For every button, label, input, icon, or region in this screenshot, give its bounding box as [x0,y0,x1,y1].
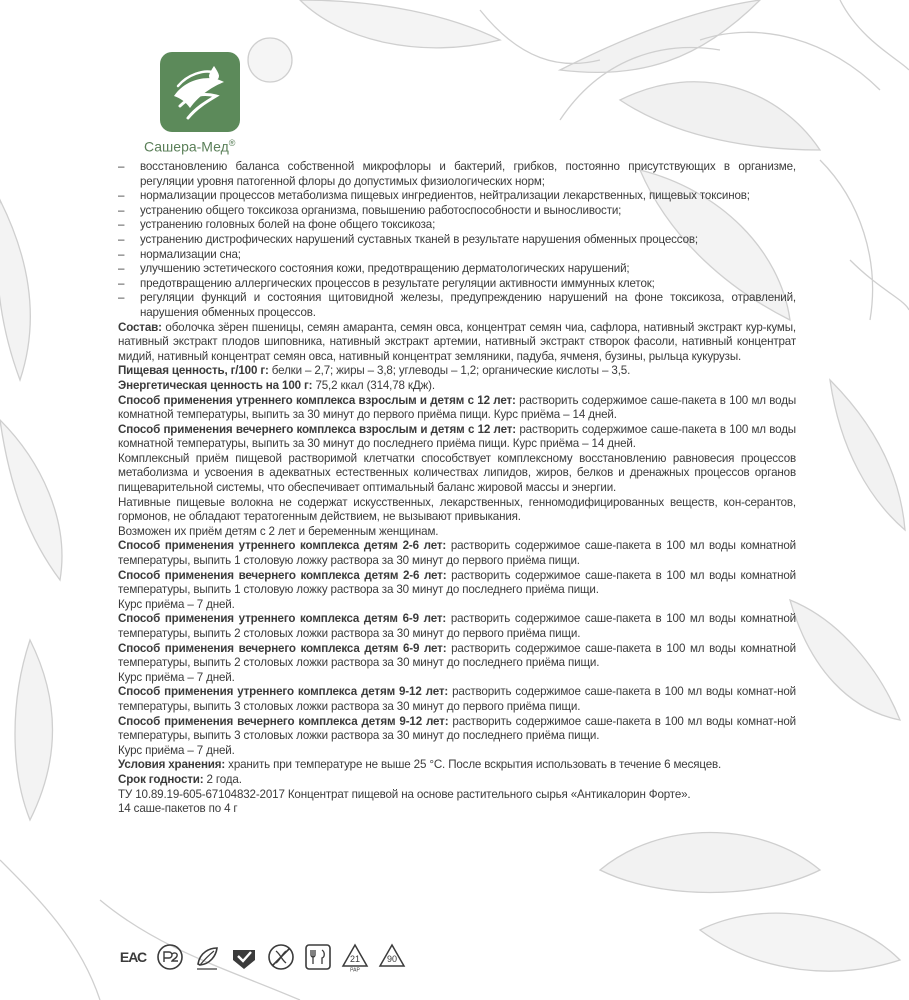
composition: Состав: оболочка зёрен пшеницы, семян амаранта, семян овса, концентрат семян чиа, сафлора, нативный экстракт кур-кумы, нативный экстракт плодов шиповника, нативный экстракт артемии, нативный экстракт створок фасоли, нативный концентрат мидий, нативный концентрат семян овса, нативный концентрат земляники, падуба, ячменя, бузины, рыльца кукурузы. [118,320,796,363]
usage-2-6-evening: Способ применения вечернего комплекса детям 2-6 лет: растворить содержимое саше-пакета в 100 мл воды комнатной температуры, выпить 1 столовую ложку раствора за 30 минут до последнего приёма пищи. [118,568,797,597]
usage-9-12-morning: Способ применения утреннего комплекса детям 9-12 лет: растворить содержимое саше-пакета в 100 мл воды комнат-ной температуры, выпить 3 столовых ложки раствора за 30 минут до первого приёма пищи. [118,685,796,713]
sashera-med-logo [160,52,240,132]
list-item: – предотвращению аллергических процессов в результате регуляции активности иммунных клеток; [118,277,796,292]
usage-adult-morning: Способ применения утреннего комплекса взрослым и детям с 12 лет: растворить содержимое саше-пакета в 100 мл воды комнатной температуры, выпить за 30 минут до первого приёма пищи. Курс приёма – 14 дней. [118,393,796,422]
course-9-12: Курс приёма – 7 дней. [118,743,235,757]
usage-9-12-evening: Способ применения вечернего комплекса детям 9-12 лет: растворить содержимое саше-пакета в 100 мл воды комнат-ной температуры, выпить 3 столовых ложки раствора за 30 минут до последнего приёма пищи. [118,714,796,743]
recycle-90-icon [377,942,407,972]
energy-value: Энергетическая ценность на 100 г: 75,2 ккал (314,78 кДж). [118,378,435,392]
usage-6-9-morning: Способ применения утреннего комплекса детям 6-9 лет: растворить содержимое саше-пакета в 100 мл воды комнатной температуры, выпить 2 столовых ложки раствора за 30 минут до первого приёма пищи. [118,612,797,640]
certification-icons [118,940,407,974]
list-item: – регуляции функций и состояния щитовидной железы, предупреждению нарушений на фоне токсикоза, отравлений, нарушения обменных процессов. [118,291,796,320]
label-text [118,160,796,817]
native-fiber-paragraph: Нативные пищевые волокна не содержат искусственных, лекарственных, генномодифицированных веществ, кон-серантов, гормонов, не обладают тератогенным действием, не вызывают привыкания. [118,495,796,524]
usage-adult-evening: Способ применения вечернего комплекса взрослым и детям с 12 лет: растворить содержимое саше-пакета в 100 мл воды комнатной температуры, выпить за 30 минут до последнего приёма пищи. Курс приёма – 14 дней. [118,422,796,451]
list-item: – устранению головных болей на фоне общего токсикоза; [118,218,796,233]
list-item: – нормализации процессов метаболизма пищевых ингредиентов, нейтрализации лекарственных, пищевых токсинов; [118,189,796,204]
complex-intake-paragraph: Комплексный приём пищевой растворимой клетчатки способствует комплексному восстановлению равновесия процессов метаболизма и усвоения в адекватных естественных количествах липидов, жиров, белков и дренажных процессов органов пищеварительной системы, что обеспечивает оптимальный баланс жировой массы и энергии. [118,451,796,495]
recycle-21-code: PAP [350,967,360,972]
list-item: – восстановлению баланса собственной микрофлоры и бактерий, грибков, постоянно присутствующих в организме, регуляции уровня патогенной флоры до допустимых физиологических норм; [118,160,796,189]
technical-spec: ТУ 10.89.19-605-67104832-2017 Концентрат пищевой на основе растительного сырья «Антикалорин Форте». [118,787,691,801]
children-pregnant-paragraph: Возможен их приём детям с 2 лет и беременным женщинам. [118,524,439,538]
benefit-list [118,160,796,321]
list-item: – устранению общего токсикоза организма, повышению работоспособности и выносливости; [118,204,796,219]
recycle-21-icon [340,942,370,972]
package-info: 14 саше-пакетов по 4 г [118,802,238,816]
brand-name: Сашера-Мед® [144,138,236,155]
usage-2-6-morning: Способ применения утреннего комплекса детям 2-6 лет: растворить содержимое саше-пакета в 100 мл воды комнатной температуры, выпить 1 столовую ложку раствора за 30 минут до первого приёма пищи. [118,539,797,568]
food-contact-icon [303,942,333,972]
shelf-life: Срок годности: 2 года. [118,772,242,786]
no-gmo-icon [266,942,296,972]
organic-leaf-icon [192,942,222,972]
recycle-21-number: 21 [349,954,361,964]
recycle-90-number: 90 [386,954,398,964]
nutrition-value: Пищевая ценность, г/100 г: белки – 2,7; жиры – 3,8; углеводы – 1,2; органические кислоты – 3,5. [118,364,631,378]
rst-mark-icon [155,942,185,972]
course-6-9: Курс приёма – 7 дней. [118,670,235,684]
storage-conditions: Условия хранения: хранить при температуре не выше 25 °С. После вскрытия использовать в течение 6 месяцев. [118,758,722,772]
leaf-drop-icon [160,52,240,132]
list-item: – нормализации сна; [118,248,796,263]
list-item: – улучшению эстетического состояния кожи, предотвращению дерматологических нарушений; [118,262,796,277]
list-item: – устранению дистрофических нарушений суставных тканей в результате нарушения обменных процессов; [118,233,796,248]
course-2-6: Курс приёма – 7 дней. [118,597,235,611]
usage-6-9-evening: Способ применения вечернего комплекса детям 6-9 лет: растворить содержимое саше-пакета в 100 мл воды комнатной температуры, выпить 2 столовых ложки раствора за 30 минут до последнего приёма пищи. [118,641,797,670]
eac-mark-icon: ЕАС [119,949,147,965]
check-mark-icon [229,942,259,972]
